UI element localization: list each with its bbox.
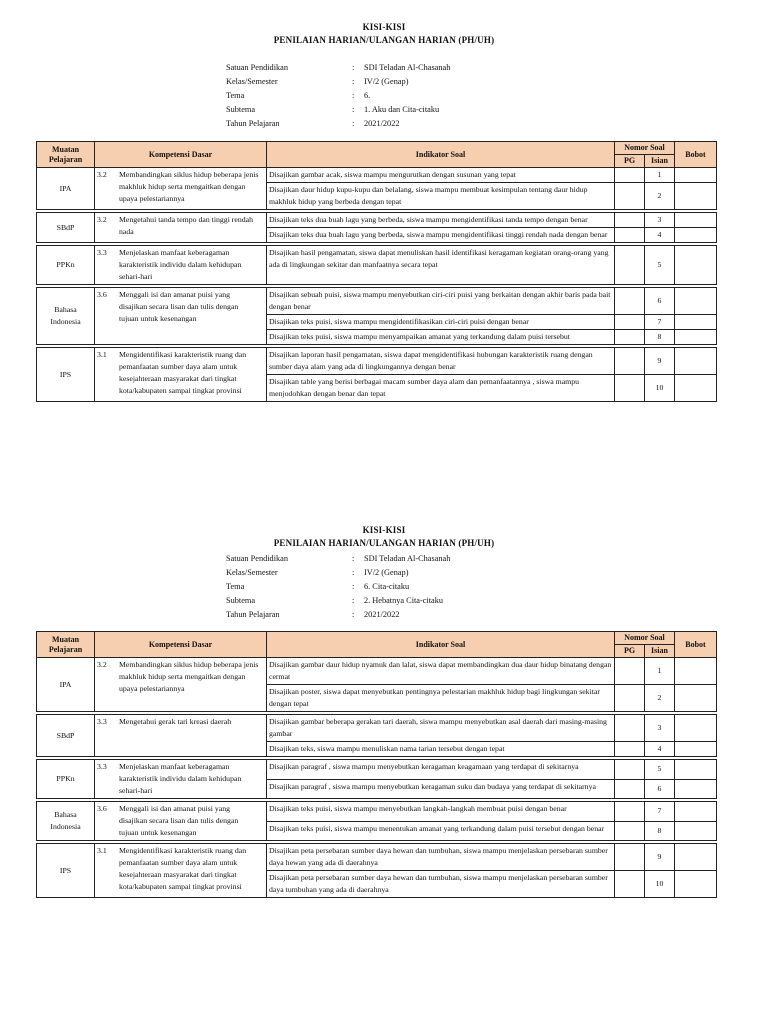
identity-colon: :: [352, 63, 355, 72]
pg-cell: [615, 821, 645, 841]
pg-cell: [615, 315, 645, 330]
kd-number: 3.6: [97, 804, 107, 813]
doc-subtitle: PENILAIAN HARIAN/ULANGAN HARIAN (PH/UH): [273, 35, 495, 45]
identity-colon: :: [352, 554, 355, 563]
kd-text: Mengidentifikasi karakteristik ruang dan pemanfaatan sumber daya alam untuk kesejahteraan masyarakat dari tingkat kota/kabupaten sampai tingkat provinsi: [119, 350, 247, 395]
bobot-cell: [675, 742, 717, 757]
header-nomor-soal: Nomor Soal: [615, 632, 675, 645]
bobot-cell: [675, 168, 717, 183]
kd-cell: [95, 168, 267, 210]
identity-key: Satuan Pendidikan: [226, 63, 288, 72]
kd-number: 3.6: [97, 290, 107, 299]
isian-cell: 3: [645, 715, 675, 742]
kd-text: Menjelaskan manfaat keberagaman karakteristik individu dalam kehidupan sehari-hari: [119, 762, 242, 795]
identity-row: [226, 566, 450, 580]
kd-cell: [95, 288, 267, 345]
isian-cell: 1: [645, 658, 675, 685]
doc-title: KISI-KISI: [362, 22, 406, 32]
bobot-cell: [675, 715, 717, 742]
indikator-cell: Disajikan laporan hasil pengamatan, siswa dapat mengidentifikasi hubungan karakteristik ruang dengan sumber daya alam yang ada di lingkungannya dengan benar: [267, 348, 615, 375]
bobot-cell: [675, 821, 717, 841]
kd-text: Menggali isi dan amanat puisi yang disajikan secara lisan dan tulis dengan tujuan untuk kesenangan: [119, 290, 239, 323]
header-isian: Isian: [645, 645, 675, 658]
bobot-cell: [675, 288, 717, 315]
isian-cell: 4: [645, 742, 675, 757]
subject-cell: PPKn: [37, 760, 95, 799]
header-kompetensi: Kompetensi Dasar: [95, 142, 267, 168]
indikator-cell: Disajikan daur hidup kupu-kupu dan belalang, siswa mampu membuat kesimpulan tentang daur hidup makhluk hidup yang berbeda dengan tepat: [267, 183, 615, 210]
kd-number: 3.2: [97, 170, 107, 179]
identity-row: [226, 580, 450, 594]
table-row: [37, 760, 717, 780]
identity-key: Satuan Pendidikan: [226, 554, 288, 563]
indikator-cell: Disajikan teks dua buah lagu yang berbeda, siswa mampu mengidentifikasi tinggi rendah nada dengan benar: [267, 228, 615, 243]
indikator-cell: Disajikan teks, siswa mampu menuliskan nama tarian tersebut dengan tepat: [267, 742, 615, 757]
kd-number: 3.3: [97, 717, 107, 726]
bobot-cell: [675, 760, 717, 780]
indikator-cell: Disajikan paragraf , siswa mampu menyebutkan keragaman keagamaan yang terdapat di sekitarnya: [267, 760, 615, 780]
indikator-cell: Disajikan hasil pengamatan, siswa dapat menuliskan hasil identifikasi keragaman kegiatan orang-orang yang ada di lingkungan sekitar dan manfaatnya secara tepat: [267, 246, 615, 285]
pg-cell: [615, 715, 645, 742]
kd-number: 3.3: [97, 762, 107, 771]
kd-number: 3.1: [97, 846, 107, 855]
subject-cell: IPA: [37, 168, 95, 210]
header-nomor-soal: Nomor Soal: [615, 142, 675, 155]
identity-row: [226, 552, 450, 566]
subject-cell: Bahasa Indonesia: [37, 802, 95, 841]
identity-colon: :: [352, 582, 355, 591]
indikator-cell: Disajikan sebuah puisi, siswa mampu menyebutkan ciri-ciri puisi yang berkaitan dengan akhir baris pada bait dengan benar: [267, 288, 615, 315]
indikator-cell: Disajikan gambar beberapa gerakan tari daerah, siswa mampu menyebutkan asal daerah dari masing-masing gambar: [267, 715, 615, 742]
identity-key: Kelas/Semester: [226, 77, 278, 86]
indikator-cell: Disajikan gambar daur hidup nyamuk dan lalat, siswa dapat membandingkan dua daur hidup binatang dengan cermat: [267, 658, 615, 685]
kd-text: Menggali isi dan amanat puisi yang disajikan secara lisan dan tulis dengan tujuan untuk kesenangan: [119, 804, 239, 837]
isian-cell: 8: [645, 821, 675, 841]
isian-cell: 8: [645, 330, 675, 345]
doc-title: KISI-KISI: [362, 525, 406, 535]
bobot-cell: [675, 246, 717, 285]
subject-cell: SBdP: [37, 715, 95, 757]
isian-cell: 9: [645, 844, 675, 871]
table-row: [37, 168, 717, 183]
identity-row: [226, 103, 450, 117]
subject-cell: PPKn: [37, 246, 95, 285]
pg-cell: [615, 375, 645, 402]
identity-colon: :: [352, 105, 355, 114]
identity-value: 6.: [364, 91, 371, 100]
identity-block: [226, 61, 450, 131]
indikator-cell: Disajikan paragraf , siswa mampu menyebutkan keragaman suku dan budaya yang terdapat di sekitarnya: [267, 779, 615, 799]
pg-cell: [615, 348, 645, 375]
pg-cell: [615, 871, 645, 898]
identity-row: [226, 61, 450, 75]
kd-cell: [95, 760, 267, 799]
table-row: [37, 213, 717, 228]
identity-row: [226, 75, 450, 89]
identity-row: [226, 89, 450, 103]
identity-value: 1. Aku dan Cita-citaku: [364, 105, 440, 114]
kd-cell: [95, 658, 267, 712]
isian-cell: 5: [645, 246, 675, 285]
identity-value: SDI Teladan Al-Chasanah: [364, 63, 451, 72]
isian-cell: 6: [645, 779, 675, 799]
identity-key: Tahun Pelajaran: [226, 119, 280, 128]
isian-cell: 7: [645, 315, 675, 330]
indikator-cell: Disajikan peta persebaran sumber daya hewan dan tumbuhan, siswa mampu menjelaskan persebaran sumber daya tumbuhan yang ada di daerahnya: [267, 871, 615, 898]
bobot-cell: [675, 213, 717, 228]
identity-value: 2021/2022: [364, 610, 400, 619]
bobot-cell: [675, 315, 717, 330]
kd-cell: [95, 802, 267, 841]
table-row: [37, 658, 717, 685]
bobot-cell: [675, 375, 717, 402]
header-pg: PG: [615, 645, 645, 658]
identity-value: 2021/2022: [364, 119, 400, 128]
isian-cell: 2: [645, 685, 675, 712]
identity-key: Subtema: [226, 596, 256, 605]
indikator-cell: Disajikan teks puisi, siswa mampu menentukan amanat yang terkandung dalam puisi tersebut dengan benar: [267, 821, 615, 841]
header-indikator: Indikator Soal: [267, 632, 615, 658]
identity-value: SDI Teladan Al-Chasanah: [364, 554, 451, 563]
header-bobot: Bobot: [675, 142, 717, 168]
isian-cell: 6: [645, 288, 675, 315]
indikator-cell: Disajikan peta persebaran sumber daya hewan dan tumbuhan, siswa mampu menjelaskan persebaran sumber daya hewan yang ada di daerahnya: [267, 844, 615, 871]
table-row: [37, 246, 717, 285]
table-row: [37, 348, 717, 375]
pg-cell: [615, 183, 645, 210]
identity-key: Kelas/Semester: [226, 568, 278, 577]
header-muatan: Muatan Pelajaran: [37, 632, 95, 658]
pg-cell: [615, 288, 645, 315]
bobot-cell: [675, 685, 717, 712]
subject-cell: Bahasa Indonesia: [37, 288, 95, 345]
bobot-cell: [675, 658, 717, 685]
pg-cell: [615, 802, 645, 822]
table-row: [37, 802, 717, 822]
identity-colon: :: [352, 119, 355, 128]
header-pg: PG: [615, 155, 645, 168]
pg-cell: [615, 228, 645, 243]
kd-cell: [95, 213, 267, 243]
identity-colon: :: [352, 610, 355, 619]
identity-colon: :: [352, 77, 355, 86]
header-indikator: Indikator Soal: [267, 142, 615, 168]
indikator-cell: Disajikan teks puisi, siswa mampu mengidentifikasikan ciri-ciri puisi dengan benar: [267, 315, 615, 330]
isian-cell: 4: [645, 228, 675, 243]
bobot-cell: [675, 330, 717, 345]
identity-colon: :: [352, 91, 355, 100]
kd-cell: [95, 844, 267, 898]
header-isian: Isian: [645, 155, 675, 168]
kd-number: 3.3: [97, 248, 107, 257]
kd-cell: [95, 348, 267, 402]
header-kompetensi: Kompetensi Dasar: [95, 632, 267, 658]
bobot-cell: [675, 802, 717, 822]
kd-number: 3.2: [97, 215, 107, 224]
identity-key: Tema: [226, 582, 245, 591]
indikator-cell: Disajikan teks puisi, siswa mampu menyampaikan amanat yang terkandung dalam puisi tersebut: [267, 330, 615, 345]
indikator-cell: Disajikan teks puisi, siswa mampu menyebutkan langkah-langkah membuat puisi dengan benar: [267, 802, 615, 822]
identity-key: Tema: [226, 91, 245, 100]
kisi-table: [36, 141, 717, 402]
header-bobot: Bobot: [675, 632, 717, 658]
doc-subtitle: PENILAIAN HARIAN/ULANGAN HARIAN (PH/UH): [273, 538, 495, 548]
pg-cell: [615, 246, 645, 285]
isian-cell: 2: [645, 183, 675, 210]
identity-value: IV/2 (Genap): [364, 568, 409, 577]
kd-text: Mengidentifikasi karakteristik ruang dan pemanfaatan sumber daya alam untuk kesejahteraan masyarakat dari tingkat kota/kabupaten sampai tingkat provinsi: [119, 846, 247, 891]
isian-cell: 1: [645, 168, 675, 183]
bobot-cell: [675, 844, 717, 871]
kd-cell: [95, 715, 267, 757]
identity-row: [226, 608, 450, 622]
identity-row: [226, 117, 450, 131]
pg-cell: [615, 213, 645, 228]
table-row: [37, 844, 717, 871]
identity-colon: :: [352, 568, 355, 577]
kd-text: Mengetahui tanda tempo dan tinggi rendah nada: [119, 215, 254, 236]
kd-text: Membandingkan siklus hidup beberapa jenis makhluk hidup serta mengaitkan dengan upaya pelestariannya: [119, 660, 259, 693]
identity-key: Subtema: [226, 105, 256, 114]
header-muatan: Muatan Pelajaran: [37, 142, 95, 168]
identity-value: 2. Hebatnya Cita-citaku: [364, 596, 444, 605]
bobot-cell: [675, 348, 717, 375]
indikator-cell: Disajikan poster, siswa dapat menyebutkan pentingnya pelestarian makhluk hidup bagi lingkungan sekitar dengan tepat: [267, 685, 615, 712]
indikator-cell: Disajikan gambar acak, siswa mampu mengurutkan dengan susunan yang tepat: [267, 168, 615, 183]
bobot-cell: [675, 228, 717, 243]
kisi-table: [36, 631, 717, 898]
pg-cell: [615, 742, 645, 757]
kd-number: 3.2: [97, 660, 107, 669]
pg-cell: [615, 779, 645, 799]
bobot-cell: [675, 779, 717, 799]
isian-cell: 10: [645, 375, 675, 402]
subject-cell: IPS: [37, 844, 95, 898]
subject-cell: IPS: [37, 348, 95, 402]
identity-block: [226, 552, 450, 622]
identity-key: Tahun Pelajaran: [226, 610, 280, 619]
pg-cell: [615, 685, 645, 712]
subject-cell: SBdP: [37, 213, 95, 243]
identity-value: IV/2 (Genap): [364, 77, 409, 86]
isian-cell: 7: [645, 802, 675, 822]
pg-cell: [615, 760, 645, 780]
identity-colon: :: [352, 596, 355, 605]
isian-cell: 9: [645, 348, 675, 375]
pg-cell: [615, 844, 645, 871]
pg-cell: [615, 168, 645, 183]
table-row: [37, 288, 717, 315]
pg-cell: [615, 658, 645, 685]
isian-cell: 3: [645, 213, 675, 228]
indikator-cell: Disajikan teks dua buah lagu yang berbeda, siswa mampu mengidentifikasi tanda tempo dengan benar: [267, 213, 615, 228]
indikator-cell: Disajikan table yang berisi berbagai macam sumber daya alam dan pemanfaatannya , siswa mampu menjodohkan dengan benar dan tepat: [267, 375, 615, 402]
kd-text: Membandingkan siklus hidup beberapa jenis makhluk hidup serta mengaitkan dengan upaya pelestariannya: [119, 170, 259, 203]
isian-cell: 10: [645, 871, 675, 898]
bobot-cell: [675, 871, 717, 898]
kd-cell: [95, 246, 267, 285]
isian-cell: 5: [645, 760, 675, 780]
identity-value: 6. Cita-citaku: [364, 582, 410, 591]
identity-row: [226, 594, 450, 608]
subject-cell: IPA: [37, 658, 95, 712]
kd-number: 3.1: [97, 350, 107, 359]
pg-cell: [615, 330, 645, 345]
bobot-cell: [675, 183, 717, 210]
table-row: [37, 715, 717, 742]
kd-text: Menjelaskan manfaat keberagaman karakteristik individu dalam kehidupan sehari-hari: [119, 248, 242, 281]
kd-text: Mengetahui gerak tari kreasi daerah: [119, 717, 232, 726]
